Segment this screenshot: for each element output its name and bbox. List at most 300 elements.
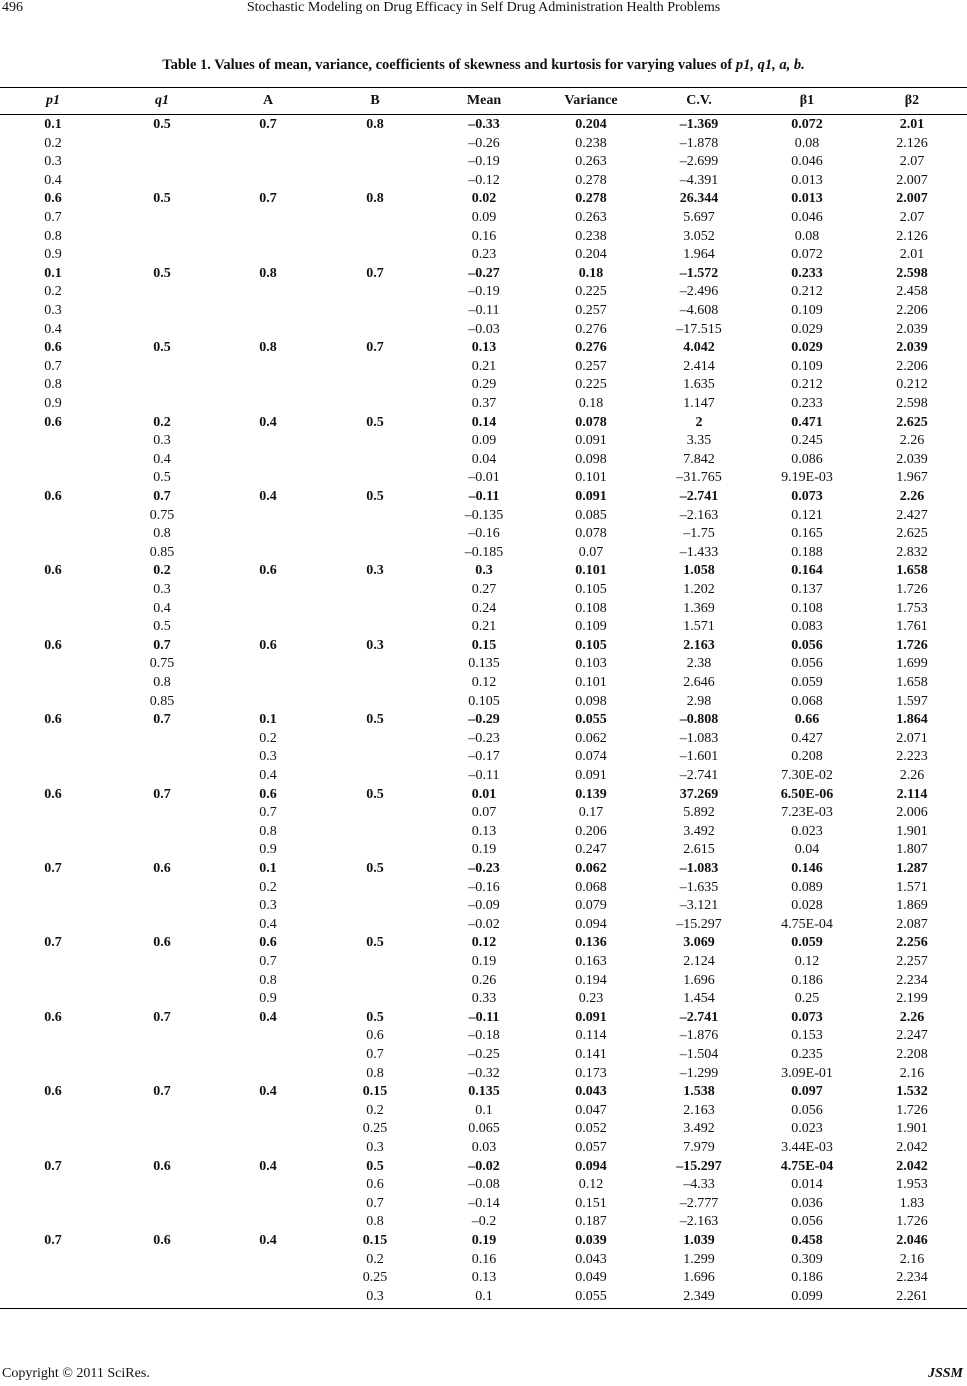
table-cell: 2.349 <box>683 1288 715 1304</box>
table-cell: 0.9 <box>44 247 62 263</box>
table-cell: 1.869 <box>896 898 928 914</box>
table-cell: 0.3 <box>366 1288 384 1304</box>
table-cell: 3.492 <box>683 823 715 839</box>
table-cell: 0.7 <box>366 1195 384 1211</box>
table-cell: 0.4 <box>259 1009 277 1025</box>
table-row <box>0 655 967 673</box>
table-cell: 1.369 <box>683 600 715 616</box>
table-cell: 7.979 <box>683 1140 715 1155</box>
table-row <box>0 1251 967 1269</box>
table-cell: 0.04 <box>471 451 497 467</box>
table-cell: 0.073 <box>791 489 823 504</box>
table-row <box>0 209 967 227</box>
table-cell: –0.02 <box>468 916 500 932</box>
table-cell: 1.901 <box>896 823 928 839</box>
table-cell: 0.105 <box>575 637 607 653</box>
table-cell: 0.2 <box>153 414 171 430</box>
table-cell: 0.7 <box>153 786 171 802</box>
table-cell: 0.212 <box>791 284 823 300</box>
table-cell: –17.515 <box>676 321 722 337</box>
table-cell: 0.27 <box>471 582 497 597</box>
table-cell: 0.276 <box>575 321 607 337</box>
table-cell: 0.206 <box>575 823 607 839</box>
column-header: A <box>262 93 274 108</box>
table-cell: 0.7 <box>259 805 277 821</box>
table-cell: 0.7 <box>259 954 277 969</box>
table-cell: 0.6 <box>153 861 171 876</box>
table-cell: 0.2 <box>366 1251 384 1267</box>
table-cell: 0.6 <box>44 191 62 207</box>
table-cell: –2.777 <box>679 1195 719 1211</box>
table-cell: 2.256 <box>896 935 928 951</box>
table-cell: 0.458 <box>791 1233 823 1248</box>
table-cell: 1.696 <box>683 1270 715 1286</box>
table-cell: 0.4 <box>44 172 62 188</box>
table-cell: 1.532 <box>896 1084 928 1100</box>
table-cell: –0.33 <box>468 117 500 132</box>
table-cell: –0.11 <box>468 768 500 783</box>
table-cell: 2.832 <box>896 544 928 560</box>
table-cell: 0.091 <box>575 768 607 783</box>
table-cell: 0.2 <box>44 135 62 151</box>
table-cell: 2.007 <box>896 172 928 188</box>
table-cell: 2.16 <box>899 1065 925 1081</box>
table-cell: 1.658 <box>896 675 928 690</box>
table-cell: 0.188 <box>791 544 823 560</box>
table-row <box>0 1046 967 1064</box>
table-cell: –0.26 <box>468 135 500 151</box>
table-cell: 0.101 <box>575 675 607 690</box>
table-cell: 0.7 <box>44 1233 62 1248</box>
table-cell: 7.30E-02 <box>781 768 833 783</box>
table-row <box>0 1288 967 1306</box>
table-cell: 0.046 <box>791 154 823 170</box>
table-cell: 0.6 <box>44 786 62 802</box>
table-cell: 0.26 <box>471 972 497 988</box>
table-cell: 1.658 <box>896 563 928 579</box>
table-cell: –0.02 <box>468 1158 500 1174</box>
table-cell: –0.17 <box>468 749 500 765</box>
table-cell: 3.44E-03 <box>781 1140 833 1155</box>
table-cell: 2.07 <box>899 154 925 170</box>
table-cell: 0.23 <box>578 991 604 1007</box>
table-row <box>0 562 967 580</box>
table-cell: 0.6 <box>44 489 62 504</box>
table-cell: 0.6 <box>44 414 62 430</box>
table-cell: 1.753 <box>896 600 928 616</box>
table-cell: 2.646 <box>683 675 715 690</box>
table-cell: 0.7 <box>44 210 62 225</box>
table-cell: 0.085 <box>575 507 607 523</box>
table-cell: 2.042 <box>896 1158 928 1174</box>
table-row <box>0 972 967 990</box>
table-cell: 0.7 <box>153 1084 171 1100</box>
table-cell: 0.5 <box>366 861 384 876</box>
table-cell: 0.12 <box>578 1177 604 1193</box>
table-cell: 0.5 <box>153 191 171 207</box>
table-cell: 2.042 <box>896 1140 928 1155</box>
table-cell: 2.087 <box>896 916 928 932</box>
table-cell: 0.235 <box>791 1047 823 1062</box>
table-cell: 0.091 <box>575 489 607 504</box>
table-cell: –0.2 <box>471 1214 497 1230</box>
table-cell: 0.233 <box>791 396 823 411</box>
column-header: p1 <box>46 93 60 108</box>
table-cell: 0.225 <box>575 377 607 393</box>
table-cell: 2.458 <box>896 284 928 300</box>
table-cell: 0.057 <box>575 1140 607 1155</box>
table-cell: 0.07 <box>471 805 497 821</box>
table-cell: 0.278 <box>575 191 607 207</box>
table-cell: 0.099 <box>791 1288 823 1304</box>
table-cell: 0.146 <box>791 861 823 876</box>
table-cell: 2.26 <box>899 433 925 449</box>
table-cell: 1.454 <box>683 991 715 1007</box>
table-cell: 0.164 <box>791 563 823 579</box>
table-cell: 0.1 <box>44 265 62 281</box>
table-cell: 2.124 <box>683 954 715 969</box>
table-cell: 0.187 <box>575 1214 607 1230</box>
table-row <box>0 321 967 339</box>
table-row <box>0 265 967 283</box>
table-row <box>0 823 967 841</box>
table-cell: 0.37 <box>471 396 497 411</box>
table-cell: 0.098 <box>575 693 607 709</box>
table-row <box>0 767 967 785</box>
table-cell: 2.006 <box>896 805 928 821</box>
table-cell: 4.75E-04 <box>781 916 833 932</box>
table-row <box>0 507 967 525</box>
table-cell: 0.3 <box>153 433 171 449</box>
table-cell: 0.065 <box>468 1121 500 1137</box>
caption-text: Table 1. Values of mean, variance, coefficients of skewness and kurtosis for varying values of <box>162 57 736 73</box>
table-cell: 0.7 <box>153 1009 171 1025</box>
table-row <box>0 1139 967 1157</box>
table-cell: 0.047 <box>575 1102 607 1118</box>
table-cell: 0.3 <box>153 582 171 597</box>
table-cell: 0.7 <box>366 340 384 356</box>
table-cell: 0.8 <box>44 228 62 244</box>
table-cell: 2.01 <box>899 117 925 132</box>
table-row <box>0 488 967 506</box>
table-cell: 0.8 <box>366 191 384 207</box>
table-cell: 0.6 <box>44 563 62 579</box>
table-cell: 0.059 <box>791 935 823 951</box>
table-cell: 0.086 <box>791 451 823 467</box>
table-cell: 0.5 <box>366 1009 384 1025</box>
table-cell: 0.257 <box>575 358 607 374</box>
table-cell: –0.23 <box>468 861 500 876</box>
table-row <box>0 841 967 859</box>
table-cell: 0.6 <box>366 1028 384 1044</box>
table-cell: 0.13 <box>471 1270 497 1286</box>
table-cell: 3.052 <box>683 228 715 244</box>
table-cell: 0.33 <box>471 991 497 1007</box>
table-header-rule <box>0 114 967 115</box>
table-cell: 0.17 <box>578 805 604 821</box>
table-cell: 0.079 <box>575 898 607 914</box>
table-cell: 0.6 <box>259 563 277 579</box>
table-header-row <box>0 92 967 110</box>
table-cell: 0.5 <box>153 619 171 635</box>
table-cell: 0.471 <box>791 414 823 430</box>
table-cell: –31.765 <box>676 470 722 486</box>
table-cell: 0.6 <box>153 935 171 951</box>
table-cell: 0.238 <box>575 135 607 151</box>
table-cell: 0.6 <box>44 1084 62 1100</box>
table-cell: 2 <box>695 414 703 430</box>
table-cell: 1.696 <box>683 972 715 988</box>
table-cell: –1.369 <box>679 117 719 132</box>
table-cell: –0.185 <box>464 544 504 560</box>
table-cell: –0.19 <box>468 284 500 300</box>
table-cell: 0.091 <box>575 433 607 449</box>
table-cell: 0.25 <box>362 1121 388 1137</box>
table-cell: 0.135 <box>468 1084 500 1100</box>
table-cell: 0.083 <box>791 619 823 635</box>
table-cell: 0.12 <box>794 954 820 969</box>
table-cell: 0.04 <box>794 842 820 858</box>
table-cell: 2.039 <box>896 451 928 467</box>
table-cell: 0.1 <box>475 1102 493 1118</box>
table-cell: 0.1 <box>259 712 277 728</box>
table-cell: 0.2 <box>44 284 62 300</box>
table-cell: 0.238 <box>575 228 607 244</box>
table-cell: 0.225 <box>575 284 607 300</box>
table-row <box>0 618 967 636</box>
table-row <box>0 246 967 264</box>
table-cell: 0.8 <box>259 823 277 839</box>
table-cell: 2.234 <box>896 1270 928 1286</box>
table-cell: 1.761 <box>896 619 928 635</box>
table-cell: 0.8 <box>366 117 384 132</box>
table-cell: 2.98 <box>686 693 712 709</box>
table-cell: 0.056 <box>791 1214 823 1230</box>
table-cell: 0.7 <box>44 861 62 876</box>
table-cell: 2.598 <box>896 396 928 411</box>
page-header <box>0 0 967 22</box>
table-cell: 2.071 <box>896 730 928 746</box>
table-cell: 2.163 <box>683 1102 715 1118</box>
table-cell: 0.4 <box>259 1158 277 1174</box>
table-cell: 0.1 <box>259 861 277 876</box>
table-cell: 0.3 <box>366 563 384 579</box>
table-cell: 2.625 <box>896 414 928 430</box>
table-cell: 0.212 <box>896 377 928 393</box>
table-cell: 0.3 <box>259 749 277 765</box>
table-cell: –1.878 <box>679 135 719 151</box>
table-cell: 0.233 <box>791 265 823 281</box>
table-cell: 0.263 <box>575 154 607 170</box>
table-cell: 0.13 <box>471 823 497 839</box>
table-row <box>0 135 967 153</box>
table-cell: 1.202 <box>683 582 715 597</box>
table-cell: 6.50E-06 <box>780 786 834 802</box>
journal-name: JSSM <box>927 1366 963 1381</box>
table-cell: 3.492 <box>683 1121 715 1137</box>
table-cell: –1.299 <box>679 1065 719 1081</box>
table-row <box>0 525 967 543</box>
table-row <box>0 1195 967 1213</box>
table-cell: 0.2 <box>259 730 277 746</box>
table-cell: 0.02 <box>471 191 497 207</box>
table-row <box>0 1213 967 1231</box>
table-row <box>0 302 967 320</box>
table-cell: 7.842 <box>683 451 715 467</box>
table-cell: –1.75 <box>683 526 715 542</box>
table-cell: 2.26 <box>899 768 925 783</box>
table-cell: –2.741 <box>679 489 719 504</box>
table-cell: –0.135 <box>464 507 504 523</box>
table-cell: 37.269 <box>679 786 719 802</box>
table-row <box>0 432 967 450</box>
table-cell: 0.263 <box>575 210 607 225</box>
table-cell: 1.287 <box>896 861 928 876</box>
table-cell: 0.5 <box>366 1158 384 1174</box>
table-cell: 2.247 <box>896 1028 928 1044</box>
table-cell: –2.741 <box>679 1009 719 1025</box>
table-cell: 0.186 <box>791 1270 823 1286</box>
table-cell: 0.204 <box>575 117 607 132</box>
table-cell: –4.391 <box>679 172 719 188</box>
table-cell: 3.069 <box>683 935 715 951</box>
table-cell: 0.25 <box>794 991 820 1007</box>
table-row <box>0 1176 967 1194</box>
table-row <box>0 1009 967 1027</box>
table-cell: 0.23 <box>471 247 497 263</box>
table-cell: 3.09E-01 <box>781 1065 833 1081</box>
table-cell: 0.18 <box>578 265 604 281</box>
table-cell: 0.013 <box>791 191 823 207</box>
table-cell: 0.056 <box>791 656 823 672</box>
table-cell: 0.09 <box>471 210 497 225</box>
table-cell: 1.597 <box>896 693 928 709</box>
table-cell: 0.5 <box>366 414 384 430</box>
table-cell: 1.726 <box>896 637 928 653</box>
table-row <box>0 748 967 766</box>
table-cell: 0.4 <box>44 321 62 337</box>
table-cell: –0.16 <box>468 526 500 542</box>
table-cell: 2.206 <box>896 303 928 318</box>
table-cell: 7.23E-03 <box>781 805 833 821</box>
table-cell: –2.163 <box>679 1214 719 1230</box>
table-cell: 0.101 <box>575 470 607 486</box>
table-cell: 0.135 <box>468 656 500 672</box>
table-cell: 2.007 <box>896 191 928 207</box>
table-cell: 0.029 <box>791 321 823 337</box>
table-cell: –15.297 <box>676 1158 722 1174</box>
table-cell: 0.4 <box>153 600 171 616</box>
table-cell: –2.496 <box>679 284 719 300</box>
table-row <box>0 172 967 190</box>
table-cell: 0.6 <box>44 340 62 356</box>
table-cell: 0.014 <box>791 1177 823 1193</box>
table-cell: 0.7 <box>44 935 62 951</box>
table-cell: 0.8 <box>153 526 171 542</box>
table-row <box>0 544 967 562</box>
table-row <box>0 451 967 469</box>
table-cell: 0.8 <box>259 340 277 356</box>
table-cell: 0.153 <box>791 1028 823 1044</box>
table-cell: –0.25 <box>468 1047 500 1062</box>
table-cell: 0.029 <box>791 340 823 356</box>
table-cell: 0.6 <box>366 1177 384 1193</box>
table-cell: 0.023 <box>791 1121 823 1137</box>
table-cell: 0.013 <box>791 172 823 188</box>
table-row <box>0 897 967 915</box>
table-row <box>0 376 967 394</box>
table-caption <box>0 57 967 74</box>
table-cell: 0.2 <box>153 563 171 579</box>
table-cell: 0.4 <box>259 489 277 504</box>
table-cell: 1.864 <box>896 712 928 728</box>
table-cell: 0.85 <box>149 693 175 709</box>
table-row <box>0 358 967 376</box>
table-cell: 0.03 <box>471 1140 497 1155</box>
table-cell: 0.6 <box>259 637 277 653</box>
table-cell: 0.5 <box>366 712 384 728</box>
table-cell: 0.21 <box>471 619 497 635</box>
table-cell: 0.056 <box>791 1102 823 1118</box>
table-cell: 0.6 <box>44 637 62 653</box>
table-cell: 0.055 <box>575 1288 607 1304</box>
table-cell: 0.6 <box>44 712 62 728</box>
table-cell: 0.109 <box>791 358 823 374</box>
table-cell: –15.297 <box>676 916 722 932</box>
table-cell: 1.964 <box>683 247 715 263</box>
table-cell: 0.2 <box>366 1102 384 1118</box>
table-cell: 0.137 <box>791 582 823 597</box>
table-row <box>0 693 967 711</box>
table-cell: –0.27 <box>468 265 500 281</box>
table-cell: 1.726 <box>896 1102 928 1118</box>
table-cell: 2.26 <box>899 1009 925 1025</box>
table-cell: 0.247 <box>575 842 607 858</box>
table-cell: 1.901 <box>896 1121 928 1137</box>
column-header: Mean <box>466 93 502 108</box>
table-cell: –2.699 <box>679 154 719 170</box>
table-row <box>0 674 967 692</box>
table-cell: 0.85 <box>149 544 175 560</box>
table-cell: 0.09 <box>471 433 497 449</box>
table-row <box>0 153 967 171</box>
table-cell: 0.5 <box>153 340 171 356</box>
table-cell: 0.052 <box>575 1121 607 1137</box>
table-cell: 0.8 <box>366 1065 384 1081</box>
table-cell: 0.072 <box>791 117 823 132</box>
table-row <box>0 916 967 934</box>
table-cell: 2.414 <box>683 358 715 374</box>
table-row <box>0 1065 967 1083</box>
table-cell: 0.089 <box>791 879 823 895</box>
table-cell: 2.257 <box>896 954 928 969</box>
table-cell: 0.8 <box>259 972 277 988</box>
table-cell: 0.036 <box>791 1195 823 1211</box>
table-cell: 0.059 <box>791 675 823 690</box>
table-cell: 0.5 <box>366 935 384 951</box>
table-cell: 0.073 <box>791 1009 823 1025</box>
table-cell: 0.062 <box>575 861 607 876</box>
table-cell: 2.598 <box>896 265 928 281</box>
table-cell: 0.25 <box>362 1270 388 1286</box>
table-cell: 0.7 <box>259 117 277 132</box>
table-cell: 0.136 <box>575 935 607 951</box>
table-cell: 0.072 <box>791 247 823 263</box>
table-cell: 0.6 <box>259 786 277 802</box>
table-cell: –0.23 <box>468 730 500 746</box>
table-cell: 2.16 <box>899 1251 925 1267</box>
table-row <box>0 1083 967 1101</box>
